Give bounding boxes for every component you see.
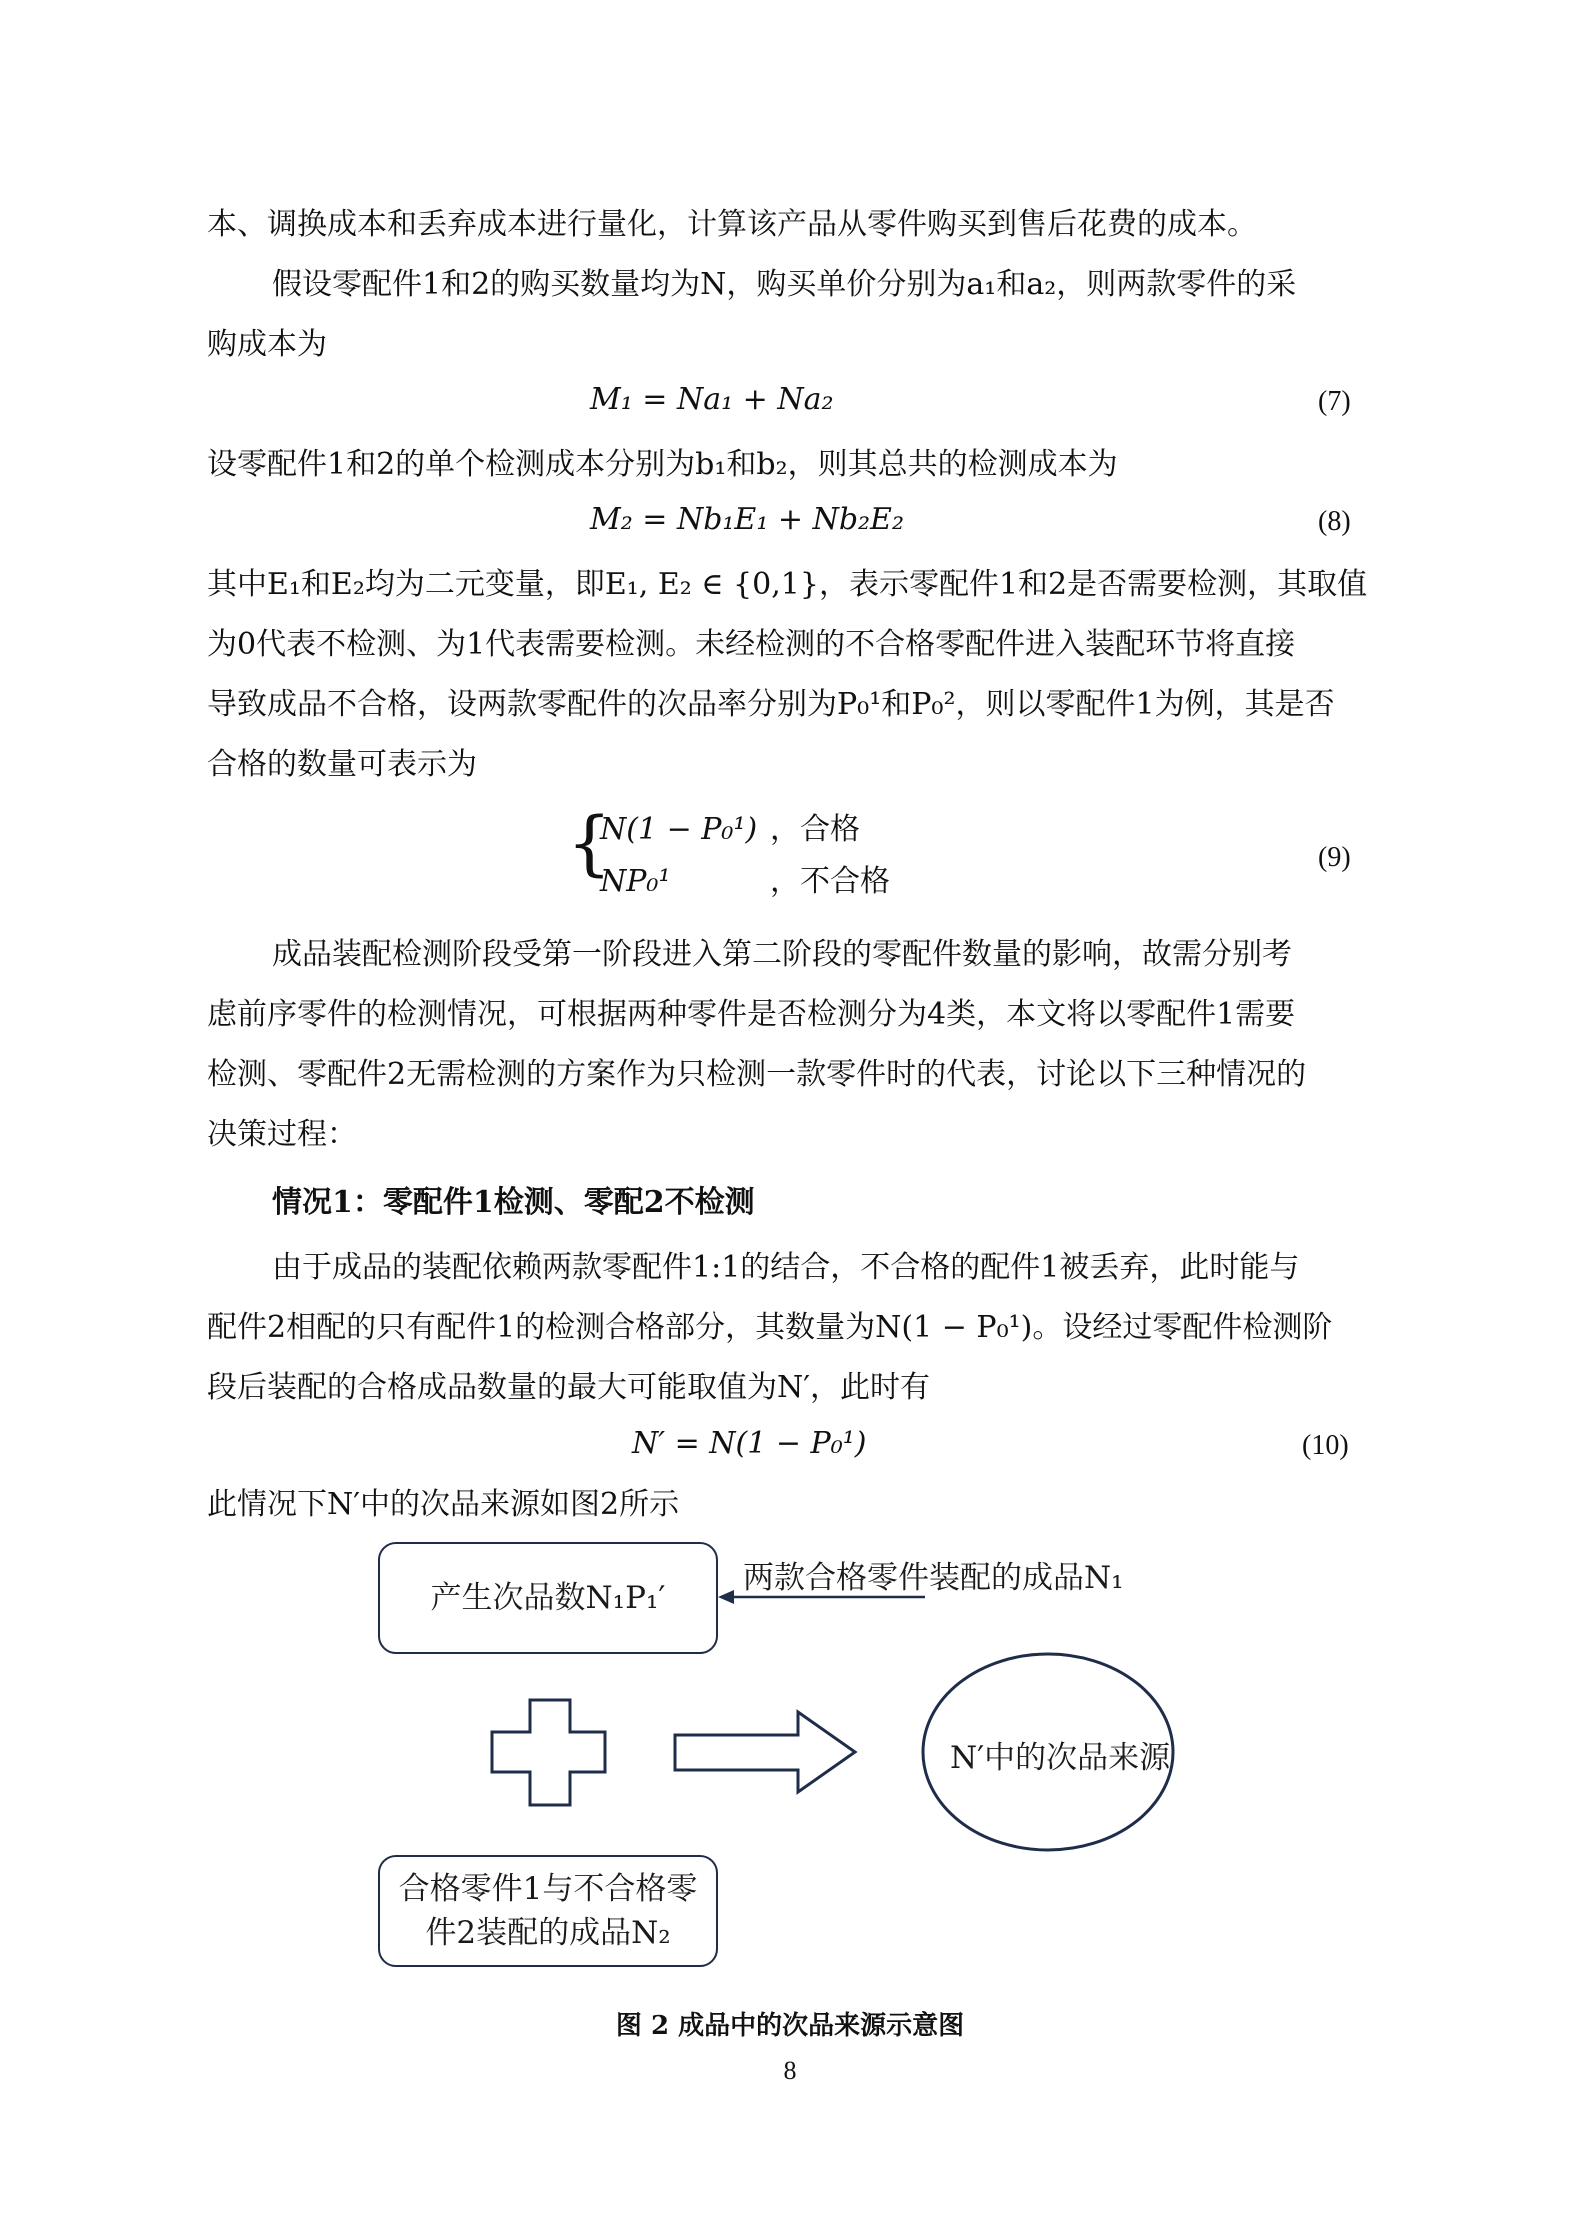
paragraph-line: 购成本为: [207, 327, 327, 362]
paragraph-line: 配件2相配的只有配件1的检测合格部分，其数量为N(1 − P₀¹)。设经过零配件检测阶: [207, 1310, 1333, 1345]
equation-9-case-1-label: ，合格: [770, 812, 860, 847]
defect-count-box: [378, 1542, 718, 1654]
page-number: 8: [783, 2056, 797, 2085]
equation-7: M₁ = Na₁ + Na₂: [590, 382, 834, 417]
paragraph-line: 检测、零配件2无需检测的方案作为只检测一款零件时的代表，讨论以下三种情况的: [207, 1057, 1307, 1092]
equation-9-case-2-label: ，不合格: [770, 864, 890, 899]
equation-number-10: (10): [1302, 1430, 1349, 1461]
paragraph-line: 此情况下N′中的次品来源如图2所示: [207, 1487, 680, 1522]
mixed-parts-label-line-1: 合格零件1与不合格零: [398, 1871, 698, 1907]
equation-10: N′ = N(1 − P₀¹): [632, 1426, 867, 1461]
paragraph-line: 为0代表不检测、为1代表需要检测。未经检测的不合格零配件进入装配环节将直接: [207, 627, 1296, 662]
equation-number-8: (8): [1318, 506, 1351, 537]
left-arrow-head: [718, 1590, 734, 1604]
paragraph-line: 假设零配件1和2的购买数量均为N，购买单价分别为a₁和a₂，则两款零件的采: [272, 267, 1297, 302]
paragraph-line: 虑前序零件的检测情况，可根据两种零件是否检测分为4类，本文将以零配件1需要: [207, 997, 1296, 1032]
right-arrow-icon: [675, 1712, 855, 1792]
paragraph-line: 本、调换成本和丢弃成本进行量化，计算该产品从零件购买到售后花费的成本。: [207, 207, 1257, 242]
paragraph-line: 段后装配的合格成品数量的最大可能取值为N′，此时有: [207, 1370, 931, 1405]
equation-9-case-1: N(1 − P₀¹): [600, 812, 758, 847]
equation-9-brace: {: [567, 802, 612, 884]
paragraph-line: 导致成品不合格，设两款零配件的次品率分别为P₀¹和P₀²，则以零配件1为例，其是否: [207, 687, 1335, 722]
figure-caption: 图 2 成品中的次品来源示意图: [615, 2011, 965, 2041]
mixed-parts-box: [378, 1855, 718, 1967]
paragraph-line: 由于成品的装配依赖两款零配件1:1的结合，不合格的配件1被丢弃，此时能与: [272, 1250, 1300, 1285]
paragraph-line: 成品装配检测阶段受第一阶段进入第二阶段的零配件数量的影响，故需分别考: [272, 937, 1292, 972]
mixed-parts-label-line-2: 件2装配的成品N₂: [425, 1915, 671, 1951]
equation-number-9: (9): [1318, 842, 1351, 873]
paragraph-line: 决策过程：: [207, 1117, 357, 1152]
section-heading: 情况1：零配件1检测、零配2不检测: [272, 1185, 755, 1220]
defect-count-label: 产生次品数N₁P₁′: [430, 1580, 666, 1616]
paragraph-line: 设零配件1和2的单个检测成本分别为b₁和b₂，则其总共的检测成本为: [207, 447, 1118, 482]
qualified-parts-label: 两款合格零件装配的成品N₁: [743, 1560, 1124, 1596]
ellipse-label: N′中的次品来源: [950, 1740, 1171, 1776]
plus-icon: [492, 1700, 605, 1805]
paragraph-line: 合格的数量可表示为: [207, 747, 477, 782]
equation-8: M₂ = Nb₁E₁ + Nb₂E₂: [590, 502, 904, 537]
equation-9-case-2: NP₀¹: [600, 864, 671, 899]
paragraph-line: 其中E₁和E₂均为二元变量，即E₁, E₂ ∈ {0,1}，表示零配件1和2是否需要检测，其取值: [207, 567, 1368, 602]
equation-number-7: (7): [1318, 386, 1351, 417]
